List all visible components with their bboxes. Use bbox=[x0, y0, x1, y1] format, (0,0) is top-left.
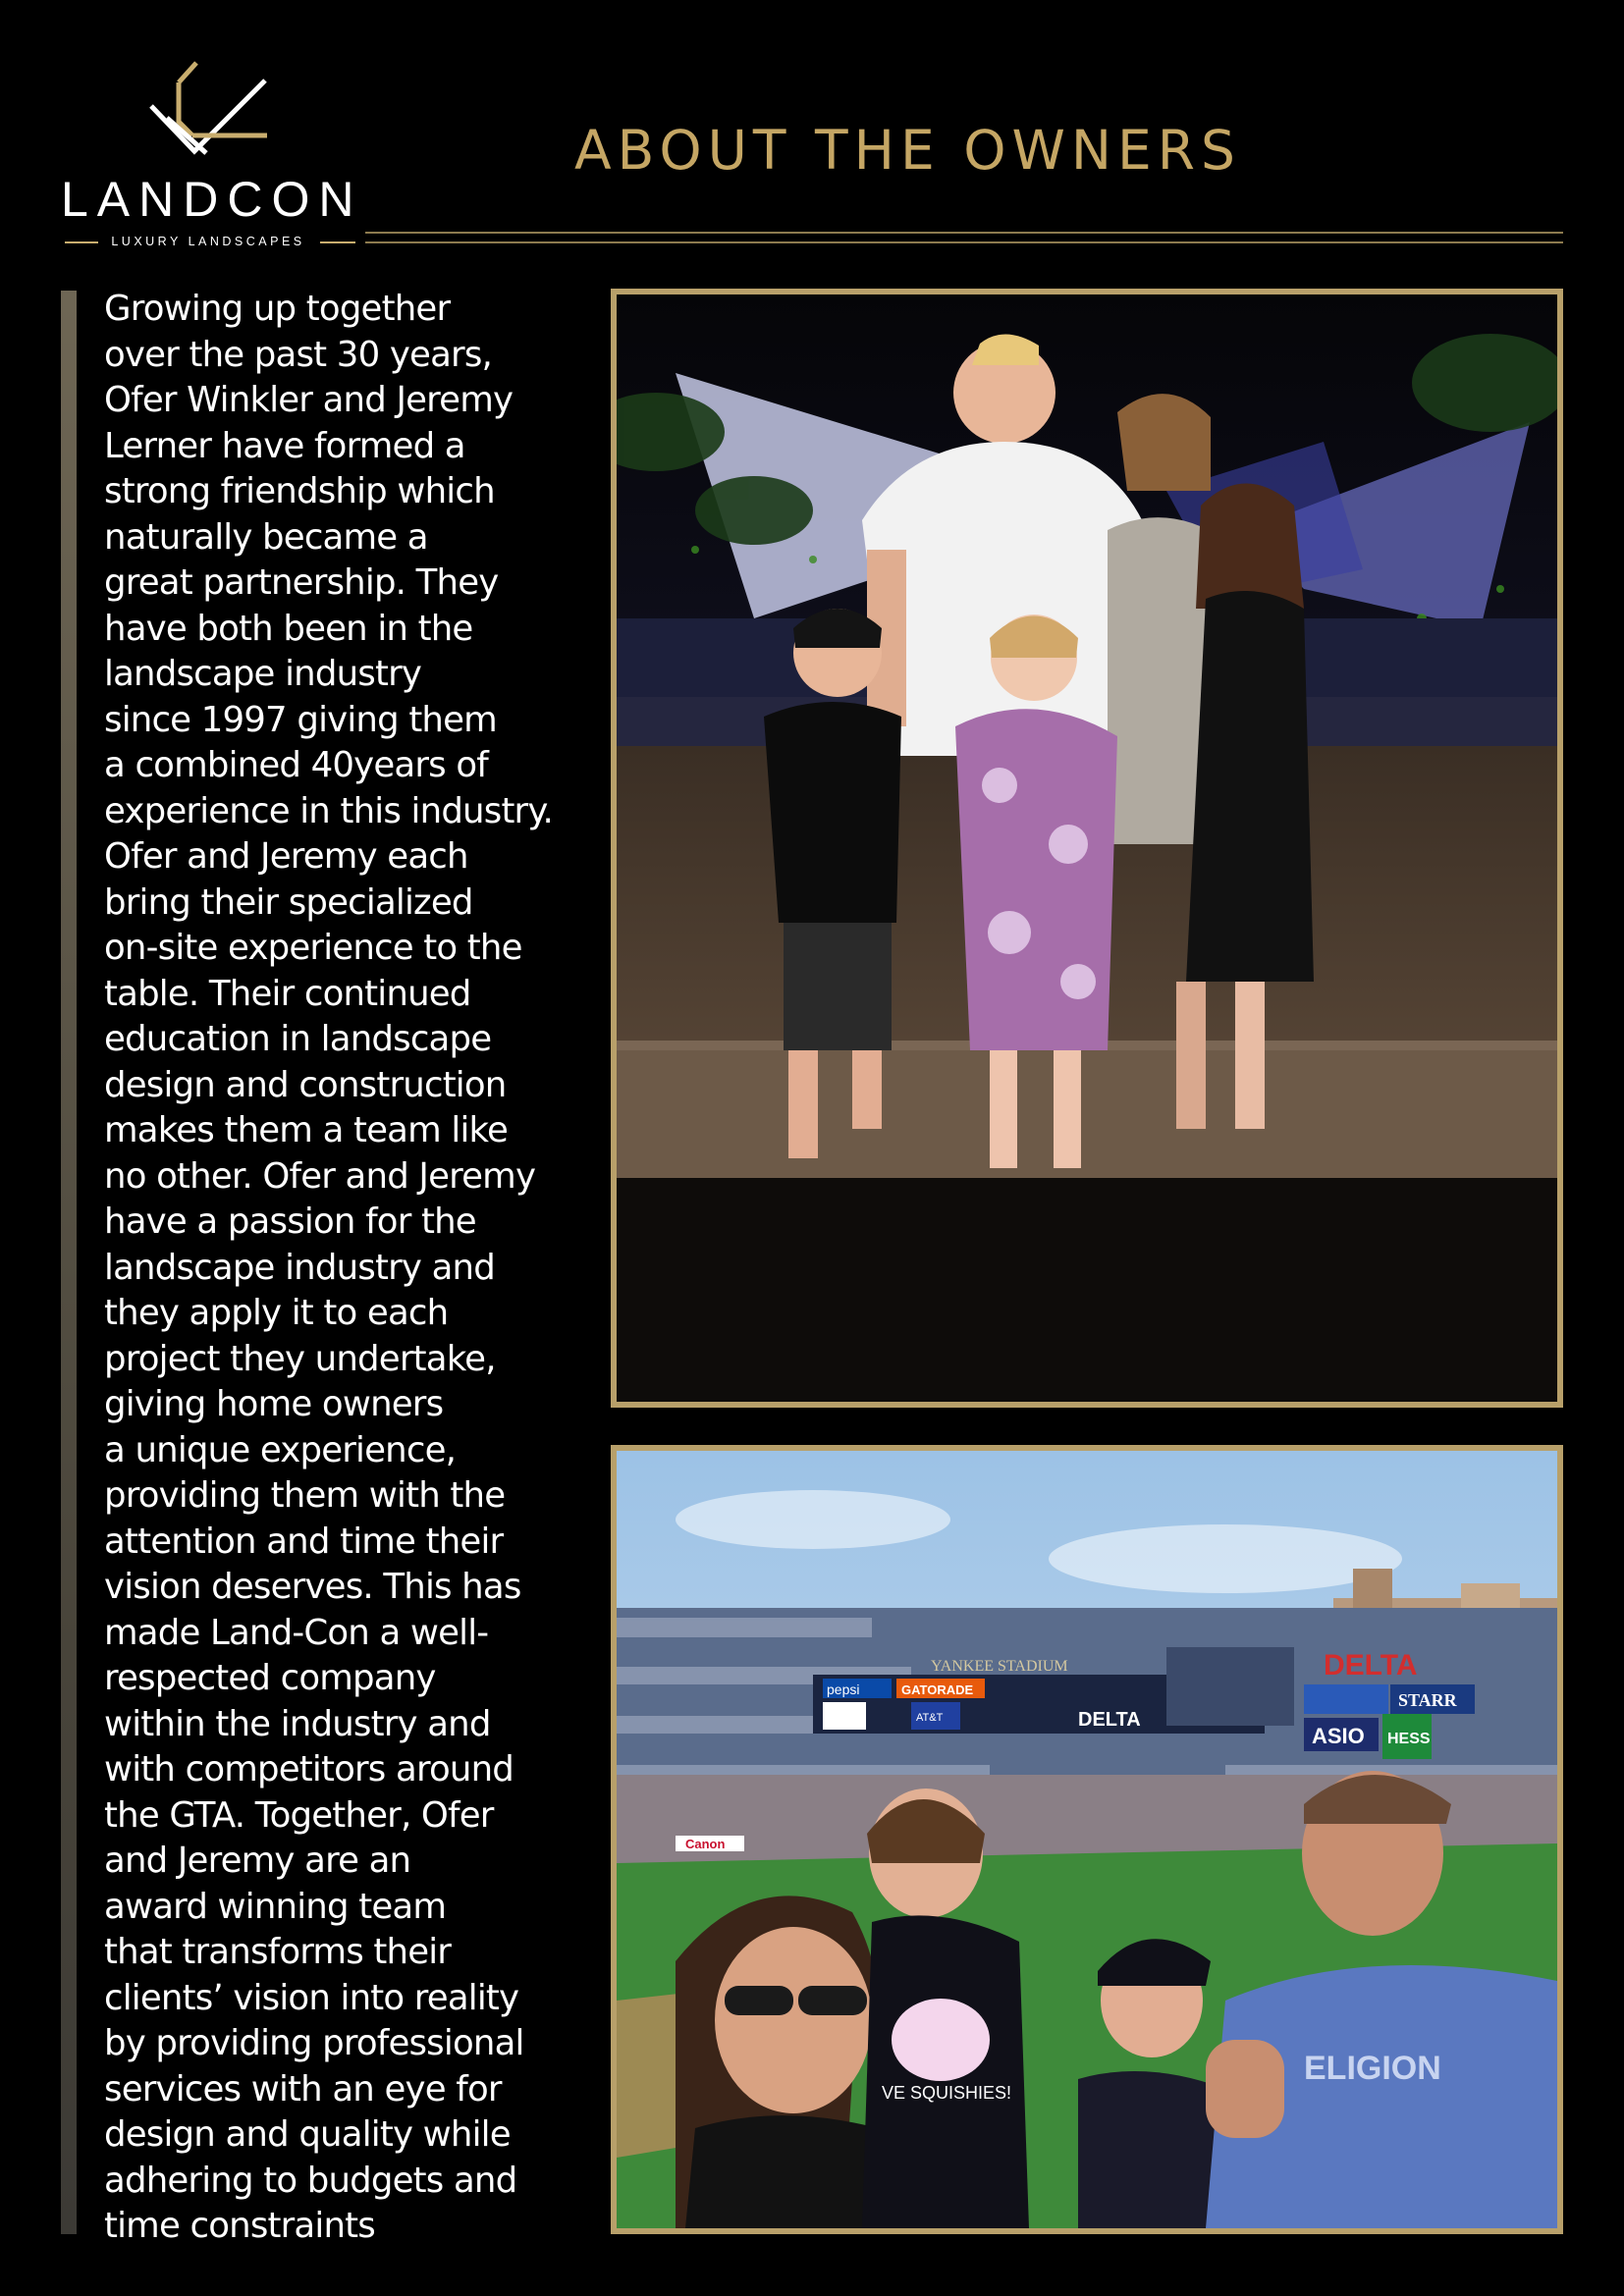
sign-att: AT&T bbox=[916, 1712, 944, 1724]
header-divider-bottom bbox=[365, 241, 1563, 243]
sign-delta: DELTA bbox=[1324, 1649, 1418, 1682]
tagline-rule-right bbox=[320, 241, 355, 243]
sign-starr: STARR bbox=[1398, 1690, 1457, 1710]
mens-shirt-text: ELIGION bbox=[1304, 2050, 1441, 2087]
header-divider-top bbox=[365, 232, 1563, 234]
about-body-text: Growing up together over the past 30 years, Ofer Winkler and Jeremy Lerner have formed a strong friendship which naturally became a great partnership. They have both been in the landscape industry since 1997 giving them a combined 40years of experience in this industry. Ofer and Jeremy each bring their specialized on-site experience to the table. Their continued education in landscape design and construction makes them a team like no other. Ofer and Jeremy have a passion for the landscape industry and they apply it to each project they undertake, giving home owners a unique experience, providing them with the attention and time their vision deserves. This has made Land-Con a well- respected company within the industry and with competitors around the GTA. Together, Ofer and Jeremy are an award winning team that transforms their clients’ vision into reality by providing professional services with an eye for design and quality while adhering to budgets and time constraints bbox=[104, 289, 553, 2246]
sign-hess: HESS bbox=[1387, 1731, 1431, 1747]
sign-gatorade: GATORADE bbox=[901, 1682, 974, 1697]
brand-tagline: LUXURY LANDSCAPES bbox=[111, 235, 305, 248]
side-accent-bar bbox=[61, 291, 77, 2234]
tee-text: VE SQUISHIES! bbox=[882, 2083, 1012, 2103]
sign-delta-scoreboard: DELTA bbox=[1078, 1709, 1141, 1731]
brand-name: LANDCON bbox=[61, 172, 363, 227]
family-photo-stadium bbox=[611, 1445, 1563, 2234]
page-title: ABOUT THE OWNERS bbox=[574, 119, 1241, 182]
sign-pepsi: pepsi bbox=[827, 1682, 860, 1697]
logo-icon bbox=[147, 59, 271, 157]
family-photo-stadium-image bbox=[617, 1451, 1557, 2228]
sign-canon: Canon bbox=[685, 1837, 726, 1851]
family-photo-night-image bbox=[617, 294, 1557, 1402]
sign-casio: ASIO bbox=[1312, 1724, 1365, 1748]
sign-yankee-stadium: YANKEE STADIUM bbox=[931, 1658, 1068, 1675]
family-photo-night bbox=[611, 289, 1563, 1408]
